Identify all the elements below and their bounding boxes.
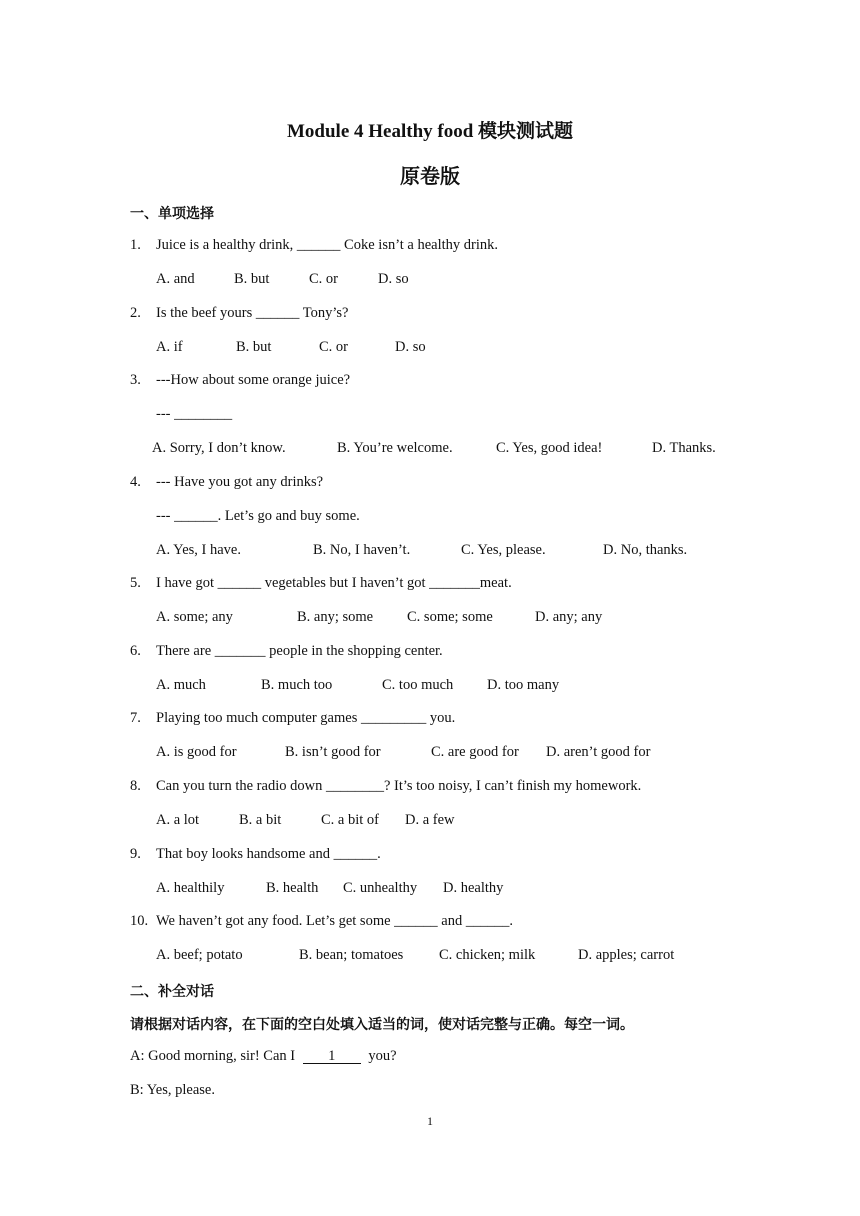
question-number: 2.: [130, 305, 141, 321]
dialogue-blank[interactable]: 1: [303, 1049, 361, 1064]
section-heading-2: 二、补全对话: [130, 984, 214, 1000]
question-text: Playing too much computer games _________ you.: [156, 710, 456, 726]
question-stem: [130, 778, 641, 795]
question-text: --- Have you got any drinks?: [156, 474, 324, 490]
question-number: 1.: [130, 237, 141, 253]
question-number: 10.: [130, 913, 149, 929]
option-b[interactable]: B. health: [266, 880, 319, 896]
option-d[interactable]: D. apples; carrot: [578, 947, 675, 963]
option-b[interactable]: B. You’re welcome.: [337, 440, 453, 456]
question-text: That boy looks handsome and ______.: [156, 846, 381, 862]
option-b[interactable]: B. bean; tomatoes: [299, 947, 404, 963]
option-b[interactable]: B. isn’t good for: [285, 744, 381, 760]
question-answer-line: --- ________: [156, 406, 233, 422]
option-c[interactable]: C. chicken; milk: [439, 947, 536, 963]
question-stem: [130, 913, 513, 930]
option-b[interactable]: B. a bit: [239, 812, 282, 828]
option-c[interactable]: C. some; some: [407, 609, 493, 625]
page-subtitle: 原卷版: [400, 166, 460, 188]
option-a[interactable]: A. if: [156, 339, 183, 355]
page-title: Module 4 Healthy food 模块测试题: [286, 121, 574, 142]
option-c[interactable]: C. are good for: [431, 744, 519, 760]
option-c[interactable]: C. or: [319, 339, 348, 355]
page-number: 1: [427, 1114, 433, 1128]
question-stem: [130, 846, 381, 863]
option-b[interactable]: B. No, I haven’t.: [313, 542, 411, 558]
question-text: There are _______ people in the shopping center.: [156, 643, 443, 659]
question-stem: [130, 643, 443, 660]
question-text: We haven’t got any food. Let’s get some ______ and ______.: [156, 913, 513, 929]
question-number: 9.: [130, 846, 141, 862]
option-a[interactable]: A. Sorry, I don’t know.: [152, 440, 286, 456]
option-a[interactable]: A. and: [156, 271, 195, 287]
question-stem: [130, 305, 348, 322]
instruction-text: 请根据对话内容，在下面的空白处填入适当的词，使对话完整与正确。每空一词。: [130, 1017, 634, 1033]
question-number: 6.: [130, 643, 141, 659]
option-b[interactable]: B. much too: [261, 677, 333, 693]
option-d[interactable]: D. aren’t good for: [546, 744, 651, 760]
option-a[interactable]: A. a lot: [156, 812, 200, 828]
dialogue-a-suffix: you?: [368, 1048, 397, 1064]
option-a[interactable]: A. much: [156, 677, 206, 693]
option-c[interactable]: C. Yes, good idea!: [496, 440, 603, 456]
question-number: 3.: [130, 372, 141, 388]
option-d[interactable]: D. healthy: [443, 880, 504, 896]
option-c[interactable]: C. or: [309, 271, 338, 287]
option-b[interactable]: B. but: [236, 339, 272, 355]
question-text: Can you turn the radio down ________? It’s too noisy, I can’t finish my homework.: [156, 778, 642, 794]
section-heading-1: 一、单项选择: [130, 206, 214, 222]
question-number: 7.: [130, 710, 141, 726]
option-d[interactable]: D. any; any: [535, 609, 603, 625]
option-c[interactable]: C. a bit of: [321, 812, 379, 828]
option-d[interactable]: D. a few: [405, 812, 455, 828]
question-text: ---How about some orange juice?: [156, 372, 351, 388]
option-d[interactable]: D. Thanks.: [652, 440, 716, 456]
question-number: 8.: [130, 778, 141, 794]
option-d[interactable]: D. so: [378, 271, 409, 287]
question-stem: [130, 237, 498, 254]
question-number: 4.: [130, 474, 141, 490]
question-text: Juice is a healthy drink, ______ Coke isn’t a healthy drink.: [156, 237, 499, 253]
option-a[interactable]: A. is good for: [156, 744, 237, 760]
option-c[interactable]: C. unhealthy: [343, 880, 418, 896]
question-stem: [130, 474, 323, 491]
option-a[interactable]: A. healthily: [156, 880, 225, 896]
question-answer-line: --- ______. Let’s go and buy some.: [156, 508, 360, 524]
option-d[interactable]: D. too many: [487, 677, 560, 693]
question-text: I have got ______ vegetables but I haven’t got _______meat.: [156, 575, 512, 591]
option-a[interactable]: A. beef; potato: [156, 947, 243, 963]
option-b[interactable]: B. but: [234, 271, 270, 287]
option-d[interactable]: D. so: [395, 339, 426, 355]
question-stem: [130, 372, 350, 389]
dialogue-a-prefix: A: Good morning, sir! Can I: [130, 1048, 296, 1064]
dialogue-line-b: B: Yes, please.: [130, 1082, 215, 1098]
question-stem: [130, 575, 512, 592]
option-b[interactable]: B. any; some: [297, 609, 374, 625]
option-c[interactable]: C. too much: [382, 677, 454, 693]
question-stem: [130, 710, 455, 727]
option-a[interactable]: A. Yes, I have.: [156, 542, 241, 558]
question-number: 5.: [130, 575, 141, 591]
dialogue-line-a: [130, 1048, 397, 1065]
option-a[interactable]: A. some; any: [156, 609, 233, 625]
question-text: Is the beef yours ______ Tony’s?: [156, 305, 349, 321]
option-d[interactable]: D. No, thanks.: [603, 542, 688, 558]
option-c[interactable]: C. Yes, please.: [461, 542, 546, 558]
